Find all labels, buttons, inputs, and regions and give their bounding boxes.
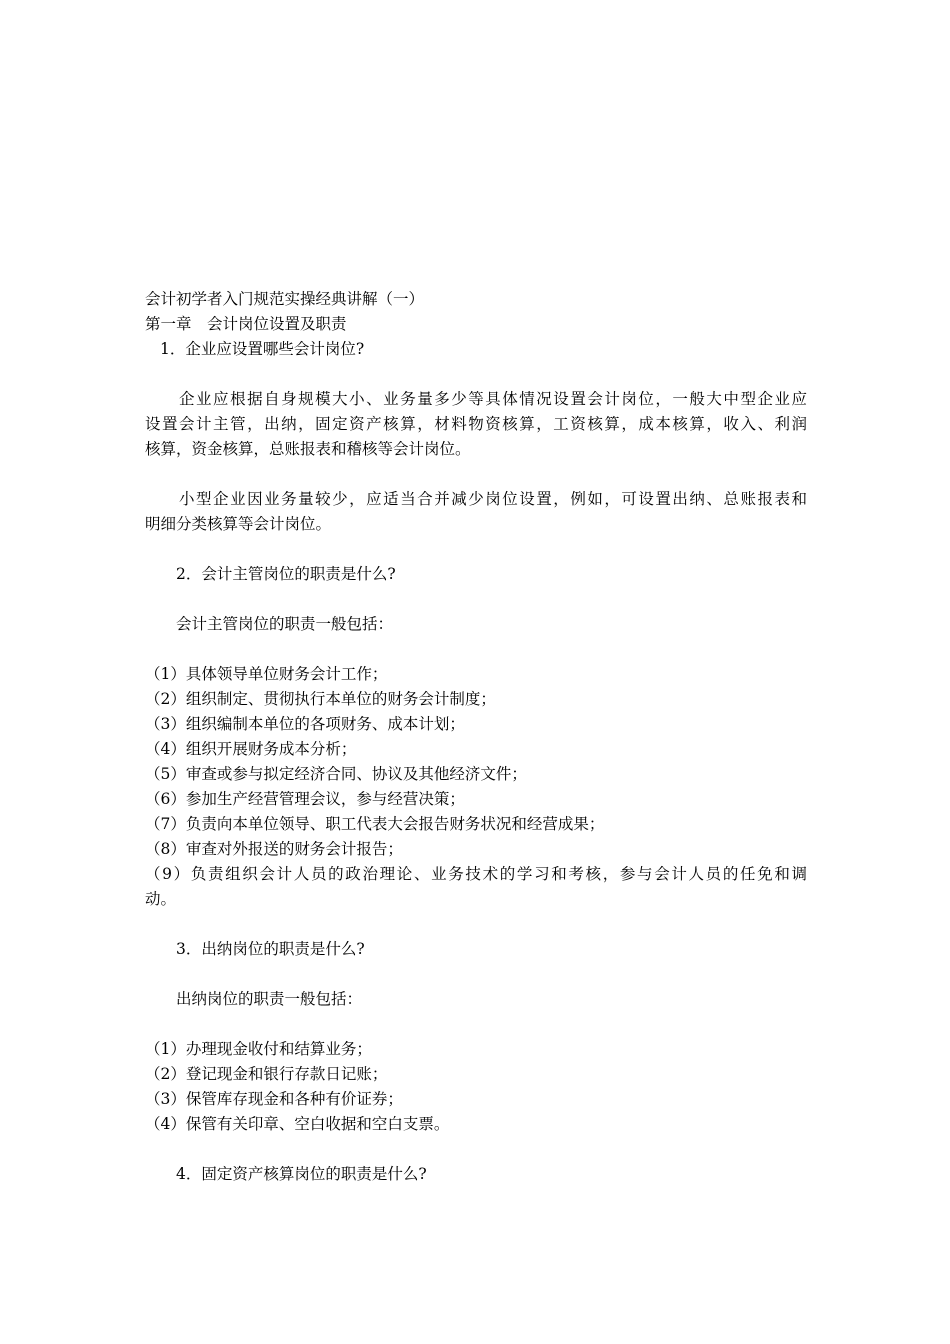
list-item: （8）审查对外报送的财务会计报告； bbox=[145, 840, 403, 858]
paragraph-1-line-2: 设置会计主管，出纳，固定资产核算，材料物资核算，工资核算，成本核算，收入、利润 bbox=[145, 415, 807, 433]
list-item: （3）保管库存现金和各种有价证券； bbox=[145, 1090, 403, 1108]
list-item: （7）负责向本单位领导、职工代表大会报告财务状况和经营成果； bbox=[145, 815, 605, 833]
list-item: （4）保管有关印章、空白收据和空白支票。 bbox=[145, 1115, 450, 1133]
list-item: （1）办理现金收付和结算业务； bbox=[145, 1040, 372, 1058]
chapter-heading: 第一章 会计岗位设置及职责 bbox=[145, 315, 347, 333]
list-item: （5）审查或参与拟定经济合同、协议及其他经济文件； bbox=[145, 765, 527, 783]
document-title: 会计初学者入门规范实操经典讲解（一） bbox=[145, 290, 425, 308]
question-4: 4．固定资产核算岗位的职责是什么? bbox=[176, 1165, 427, 1183]
question-3: 3．出纳岗位的职责是什么? bbox=[176, 940, 365, 958]
question-2: 2．会计主管岗位的职责是什么? bbox=[176, 565, 396, 583]
question-2-intro: 会计主管岗位的职责一般包括： bbox=[145, 615, 394, 633]
paragraph-1-line-3: 核算，资金核算，总账报表和稽核等会计岗位。 bbox=[145, 440, 471, 458]
question-3-intro: 出纳岗位的职责一般包括： bbox=[145, 990, 363, 1008]
list-item-continuation: 动。 bbox=[145, 890, 177, 908]
list-item: （2）登记现金和银行存款日记账； bbox=[145, 1065, 388, 1083]
list-item: （2）组织制定、贯彻执行本单位的财务会计制度； bbox=[145, 690, 496, 708]
list-item: （3）组织编制本单位的各项财务、成本计划； bbox=[145, 715, 465, 733]
list-item: （4）组织开展财务成本分析； bbox=[145, 740, 357, 758]
list-item: （1）具体领导单位财务会计工作； bbox=[145, 665, 388, 683]
list-item: （6）参加生产经营管理会议，参与经营决策； bbox=[145, 790, 465, 808]
paragraph-1-line-1: 企业应根据自身规模大小、业务量多少等具体情况设置会计岗位，一般大中型企业应 bbox=[145, 390, 807, 408]
paragraph-2-line-2: 明细分类核算等会计岗位。 bbox=[145, 515, 332, 533]
question-1: 1．企业应设置哪些会计岗位? bbox=[160, 340, 365, 358]
list-item: （9）负责组织会计人员的政治理论、业务技术的学习和考核，参与会计人员的任免和调 bbox=[145, 865, 807, 883]
paragraph-2-line-1: 小型企业因业务量较少，应适当合并减少岗位设置，例如，可设置出纳、总账报表和 bbox=[145, 490, 807, 508]
